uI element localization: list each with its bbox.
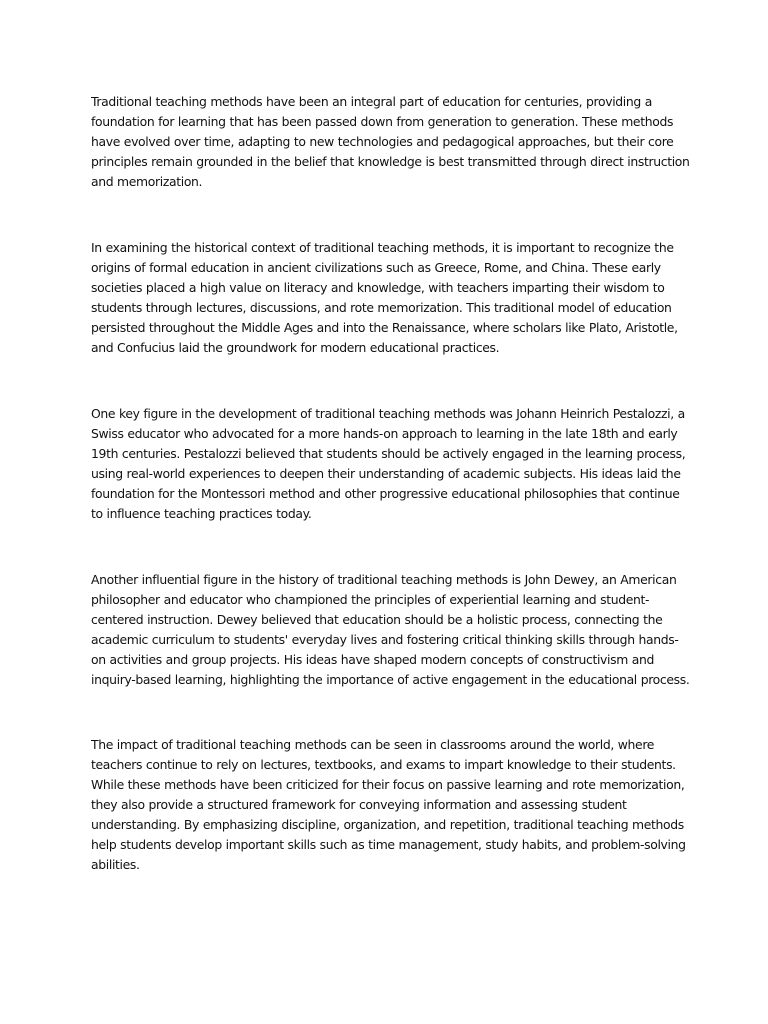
paragraph-1: Traditional teaching methods have been an integral part of education for centuries, providing a foundation for learning that has been passed down from generation to generation. These methods have evolved over time, adapting to new technologies and pedagogical approaches, but their core principles remain grounded in the belief that knowledge is best transmitted through direct instruction and memorization. (91, 94, 690, 189)
paragraph-2: In examining the historical context of traditional teaching methods, it is important to recognize the origins of formal education in ancient civilizations such as Greece, Rome, and China. These early societies placed a high value on literacy and knowledge, with teachers imparting their wisdom to students through lectures, discussions, and rote memorization. This traditional model of education persisted throughout the Middle Ages and into the Renaissance, where scholars like Plato, Aristotle, and Confucius laid the groundwork for modern educational practices. (91, 240, 678, 355)
paragraph-5: The impact of traditional teaching methods can be seen in classrooms around the world, where teachers continue to rely on lectures, textbooks, and exams to impart knowledge to their students. While these methods have been criticized for their focus on passive learning and rote memorization, they also provide a structured framework for conveying information and assessing student understanding. By emphasizing discipline, organization, and repetition, traditional teaching methods help students develop important skills such as time management, study habits, and problem-solving abilities. (91, 737, 686, 872)
paragraph-4: Another influential figure in the history of traditional teaching methods is John Dewey, an American philosopher and educator who championed the principles of experiential learning and student-centered instruction. Dewey believed that education should be a holistic process, connecting the academic curriculum to students' everyday lives and fostering critical thinking skills through hands-on activities and group projects. His ideas have shaped modern concepts of constructivism and inquiry-based learning, highlighting the importance of active engagement in the educational process. (91, 572, 690, 687)
paragraph-3: One key figure in the development of traditional teaching methods was Johann Heinrich Pestalozzi, a Swiss educator who advocated for a more hands-on approach to learning in the late 18th and early 19th centuries. Pestalozzi believed that students should be actively engaged in the learning process, using real-world experiences to deepen their understanding of academic subjects. His ideas laid the foundation for the Montessori method and other progressive educational philosophies that continue to influence teaching practices today. (91, 406, 686, 521)
